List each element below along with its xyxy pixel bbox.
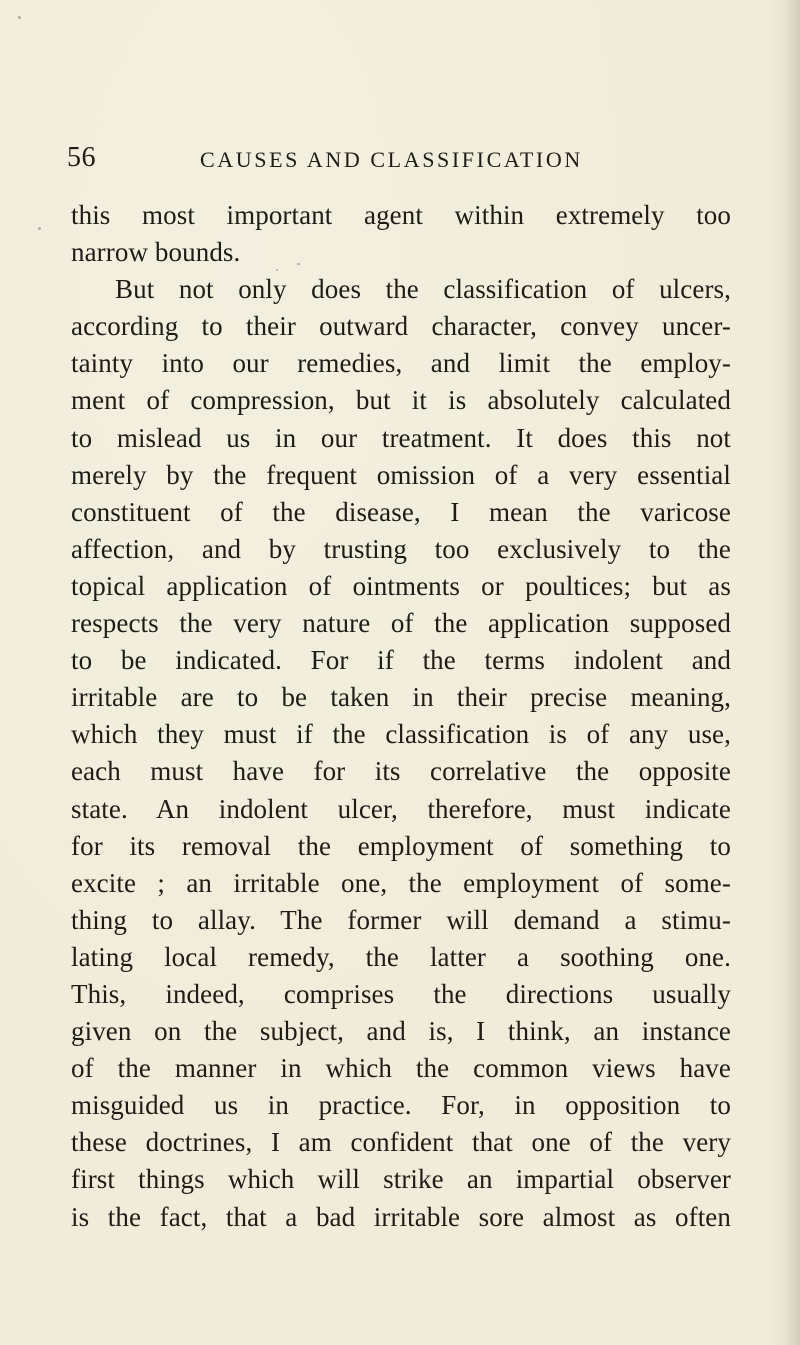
text-line: narrow bounds.	[71, 237, 241, 268]
text-line: for its removal the employment of something to	[71, 830, 731, 861]
text-line: ment of compression, but it is absolutely calculated	[71, 385, 731, 416]
text-line: these doctrines, I am confident that one of the very	[71, 1127, 731, 1158]
text-line: to mislead us in our treatment. It does this not	[71, 422, 731, 453]
text-line: is the fact, that a bad irritable sore almost as often	[71, 1201, 731, 1232]
text-line: of the manner in which the common views have	[71, 1053, 731, 1084]
text-line: constituent of the disease, I mean the varicose	[71, 496, 731, 527]
text-line: this most important agent within extremely too	[71, 200, 731, 230]
text-line: lating local remedy, the latter a soothing one.	[71, 941, 731, 972]
text-line: This, indeed, comprises the directions usually	[71, 978, 731, 1009]
text-line: thing to allay. The former will demand a stimu-	[71, 904, 731, 935]
page-edge-shadow	[784, 0, 800, 1345]
text-line: each must have for its correlative the opposite	[71, 756, 731, 787]
text-line: according to their outward character, convey uncer-	[71, 311, 731, 342]
running-head: CAUSES AND CLASSIFICATION	[200, 147, 583, 172]
text-line: respects the very nature of the application supposed	[71, 608, 731, 639]
text-line: irritable are to be taken in their precise meaning,	[71, 682, 731, 713]
text-line: first things which will strike an impartial observer	[71, 1164, 731, 1195]
page-number: 56	[67, 142, 96, 173]
text-line: which they must if the classification is of any use,	[71, 719, 731, 750]
text-line: state. An indolent ulcer, therefore, must indicate	[71, 793, 731, 824]
paper-speck	[38, 227, 41, 230]
text-line: topical application of ointments or poultices; but as	[71, 570, 731, 601]
text-line: But not only does the classification of ulcers,	[115, 274, 731, 305]
page-header	[67, 143, 767, 179]
text-line: given on the subject, and is, I think, an instance	[71, 1016, 731, 1047]
text-line: to be indicated. For if the terms indolent and	[71, 645, 731, 676]
paper-speck	[18, 16, 21, 19]
body-text	[71, 197, 731, 1236]
text-line: merely by the frequent omission of a very essential	[71, 459, 731, 490]
text-line: affection, and by trusting too exclusively to the	[71, 533, 731, 564]
text-line: misguided us in practice. For, in opposition to	[71, 1090, 731, 1121]
text-line: excite ; an irritable one, the employment of some-	[71, 867, 731, 898]
text-line: tainty into our remedies, and limit the employ-	[71, 348, 731, 379]
